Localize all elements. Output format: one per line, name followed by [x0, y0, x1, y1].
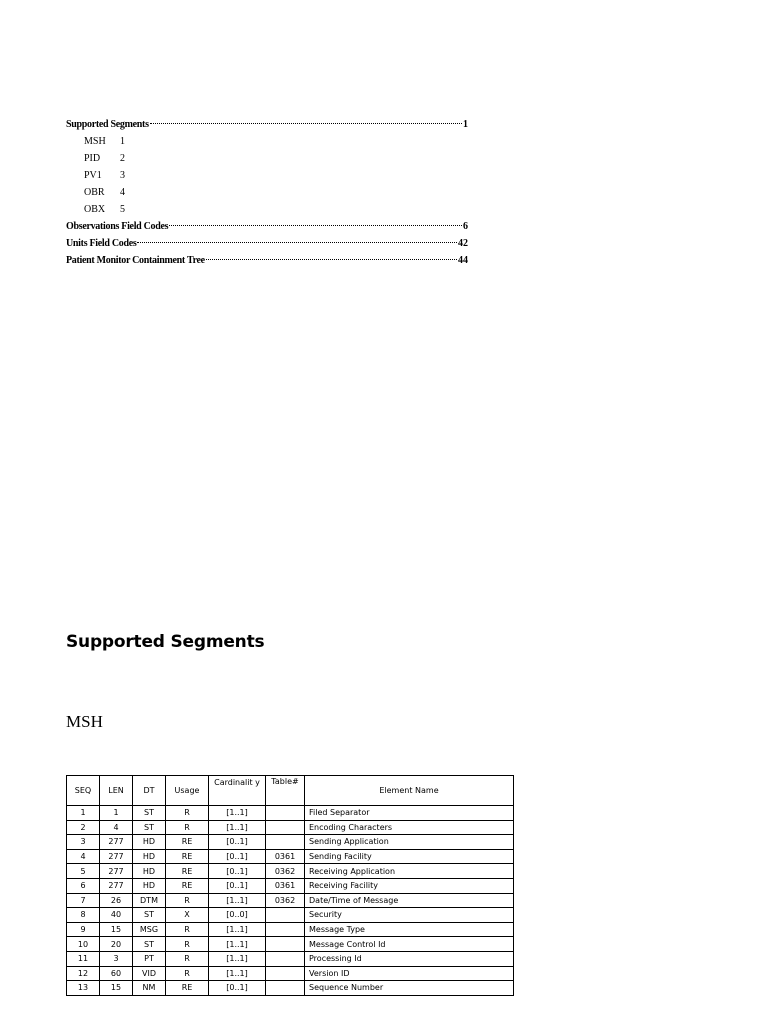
- toc-entry-title: Observations Field Codes: [66, 221, 169, 232]
- table-row: [67, 806, 514, 821]
- toc-entry-observations-field-codes[interactable]: [66, 218, 468, 235]
- cell-dt: HD: [133, 864, 166, 879]
- cell-dt: NM: [133, 981, 166, 996]
- toc-sub-entry-msh[interactable]: [66, 133, 468, 150]
- cell-len: 60: [100, 966, 133, 981]
- cell-cardinality: [0..1]: [209, 835, 266, 850]
- cell-dt: VID: [133, 966, 166, 981]
- cell-seq: 13: [67, 981, 100, 996]
- table-row: [67, 922, 514, 937]
- cell-usage: RE: [166, 864, 209, 879]
- cell-dt: MSG: [133, 922, 166, 937]
- cell-dt: ST: [133, 820, 166, 835]
- cell-element-name: Security: [305, 908, 514, 923]
- table-row: [67, 981, 514, 996]
- cell-dt: HD: [133, 835, 166, 850]
- cell-usage: RE: [166, 981, 209, 996]
- table-row: [67, 849, 514, 864]
- cell-seq: 4: [67, 849, 100, 864]
- toc-entry-units-field-codes[interactable]: [66, 235, 468, 252]
- subsection-heading: MSH: [66, 712, 103, 731]
- toc-dot-leader: [137, 242, 457, 243]
- cell-len: 40: [100, 908, 133, 923]
- header-dt: DT: [133, 776, 166, 806]
- cell-usage: RE: [166, 878, 209, 893]
- cell-len: 1: [100, 806, 133, 821]
- cell-seq: 3: [67, 835, 100, 850]
- cell-table-number: 0362: [266, 864, 305, 879]
- cell-len: 20: [100, 937, 133, 952]
- cell-table-number: [266, 937, 305, 952]
- table-row: [67, 864, 514, 879]
- cell-len: 15: [100, 981, 133, 996]
- cell-cardinality: [1..1]: [209, 893, 266, 908]
- toc-sub-entry-pv1[interactable]: [66, 167, 468, 184]
- toc-entry-page: 44: [458, 255, 468, 266]
- cell-len: 4: [100, 820, 133, 835]
- cell-element-name: Processing Id: [305, 951, 514, 966]
- table-body: [67, 806, 514, 996]
- cell-seq: 11: [67, 951, 100, 966]
- cell-usage: R: [166, 893, 209, 908]
- cell-usage: R: [166, 951, 209, 966]
- cell-len: 277: [100, 878, 133, 893]
- cell-len: 15: [100, 922, 133, 937]
- cell-element-name: Filed Separator: [305, 806, 514, 821]
- cell-element-name: Message Type: [305, 922, 514, 937]
- cell-usage: X: [166, 908, 209, 923]
- cell-dt: ST: [133, 937, 166, 952]
- toc-entry-page: 42: [458, 238, 468, 249]
- toc-sub-entry-page: 3: [120, 170, 125, 181]
- cell-seq: 12: [67, 966, 100, 981]
- cell-usage: RE: [166, 849, 209, 864]
- toc-sub-entry-page: 4: [120, 187, 125, 198]
- header-usage: Usage: [166, 776, 209, 806]
- cell-dt: PT: [133, 951, 166, 966]
- header-seq: SEQ: [67, 776, 100, 806]
- cell-cardinality: [1..1]: [209, 806, 266, 821]
- cell-usage: R: [166, 966, 209, 981]
- cell-cardinality: [1..1]: [209, 966, 266, 981]
- cell-usage: RE: [166, 835, 209, 850]
- toc-sub-entry-page: 1: [120, 136, 125, 147]
- cell-element-name: Message Control Id: [305, 937, 514, 952]
- header-cardinality: Cardinalit y: [209, 776, 266, 806]
- table-row: [67, 820, 514, 835]
- cell-table-number: [266, 966, 305, 981]
- cell-dt: HD: [133, 849, 166, 864]
- toc-sub-entry-title: OBX: [84, 204, 106, 215]
- cell-cardinality: [0..1]: [209, 878, 266, 893]
- cell-seq: 5: [67, 864, 100, 879]
- section-heading: Supported Segments: [66, 632, 265, 652]
- cell-table-number: [266, 981, 305, 996]
- cell-table-number: 0362: [266, 893, 305, 908]
- cell-element-name: Date/Time of Message: [305, 893, 514, 908]
- cell-table-number: [266, 820, 305, 835]
- cell-cardinality: [1..1]: [209, 820, 266, 835]
- table-row: [67, 966, 514, 981]
- cell-table-number: 0361: [266, 849, 305, 864]
- cell-seq: 9: [67, 922, 100, 937]
- cell-dt: DTM: [133, 893, 166, 908]
- table-header: [67, 776, 514, 806]
- toc-sub-entry-title: OBR: [84, 187, 105, 198]
- table-header-row: [67, 776, 514, 806]
- cell-len: 3: [100, 951, 133, 966]
- cell-element-name: Sending Application: [305, 835, 514, 850]
- table-row: [67, 878, 514, 893]
- cell-dt: ST: [133, 908, 166, 923]
- cell-cardinality: [1..1]: [209, 951, 266, 966]
- table-row: [67, 835, 514, 850]
- cell-len: 277: [100, 864, 133, 879]
- toc-entry-page: 6: [463, 221, 468, 232]
- toc-dot-leader: [206, 259, 457, 260]
- msh-segment-table: [66, 775, 514, 996]
- cell-len: 26: [100, 893, 133, 908]
- table-of-contents: [66, 116, 468, 269]
- cell-dt: ST: [133, 806, 166, 821]
- toc-sub-entry-obr[interactable]: [66, 184, 468, 201]
- toc-sub-entry-obx[interactable]: [66, 201, 468, 218]
- table-row: [67, 937, 514, 952]
- cell-table-number: 0361: [266, 878, 305, 893]
- cell-cardinality: [0..0]: [209, 908, 266, 923]
- toc-dot-leader: [169, 225, 462, 226]
- cell-cardinality: [0..1]: [209, 864, 266, 879]
- cell-table-number: [266, 835, 305, 850]
- cell-usage: R: [166, 922, 209, 937]
- cell-seq: 1: [67, 806, 100, 821]
- cell-seq: 7: [67, 893, 100, 908]
- cell-table-number: [266, 908, 305, 923]
- header-table-number: Table#: [266, 776, 305, 806]
- cell-cardinality: [1..1]: [209, 922, 266, 937]
- toc-entry-title: Units Field Codes: [66, 238, 137, 249]
- cell-table-number: [266, 951, 305, 966]
- toc-sub-entry-title: PV1: [84, 170, 102, 181]
- toc-sub-entry-title: PID: [84, 153, 101, 164]
- cell-table-number: [266, 806, 305, 821]
- cell-usage: R: [166, 820, 209, 835]
- cell-element-name: Encoding Characters: [305, 820, 514, 835]
- toc-entry-title: Patient Monitor Containment Tree: [66, 255, 205, 266]
- cell-element-name: Receiving Facility: [305, 878, 514, 893]
- toc-entry-title: Supported Segments: [66, 119, 149, 130]
- cell-seq: 10: [67, 937, 100, 952]
- toc-sub-entry-title: MSH: [84, 136, 106, 147]
- cell-len: 277: [100, 849, 133, 864]
- cell-element-name: Sequence Number: [305, 981, 514, 996]
- cell-len: 277: [100, 835, 133, 850]
- table-row: [67, 893, 514, 908]
- cell-table-number: [266, 922, 305, 937]
- toc-sub-entry-page: 5: [120, 204, 125, 215]
- cell-dt: HD: [133, 878, 166, 893]
- cell-seq: 8: [67, 908, 100, 923]
- toc-entry-patient-monitor-containment-tree[interactable]: [66, 252, 468, 269]
- header-len: LEN: [100, 776, 133, 806]
- table-row: [67, 908, 514, 923]
- toc-sub-entry-pid[interactable]: [66, 150, 468, 167]
- cell-cardinality: [0..1]: [209, 849, 266, 864]
- toc-entry-supported-segments[interactable]: [66, 116, 468, 133]
- cell-seq: 2: [67, 820, 100, 835]
- cell-element-name: Version ID: [305, 966, 514, 981]
- toc-entry-page: 1: [463, 119, 468, 130]
- toc-dot-leader: [150, 123, 462, 124]
- cell-cardinality: [1..1]: [209, 937, 266, 952]
- cell-cardinality: [0..1]: [209, 981, 266, 996]
- cell-element-name: Receiving Application: [305, 864, 514, 879]
- cell-element-name: Sending Facility: [305, 849, 514, 864]
- cell-usage: R: [166, 806, 209, 821]
- cell-seq: 6: [67, 878, 100, 893]
- toc-sub-entry-page: 2: [120, 153, 125, 164]
- table-row: [67, 951, 514, 966]
- cell-usage: R: [166, 937, 209, 952]
- header-element-name: Element Name: [305, 776, 514, 806]
